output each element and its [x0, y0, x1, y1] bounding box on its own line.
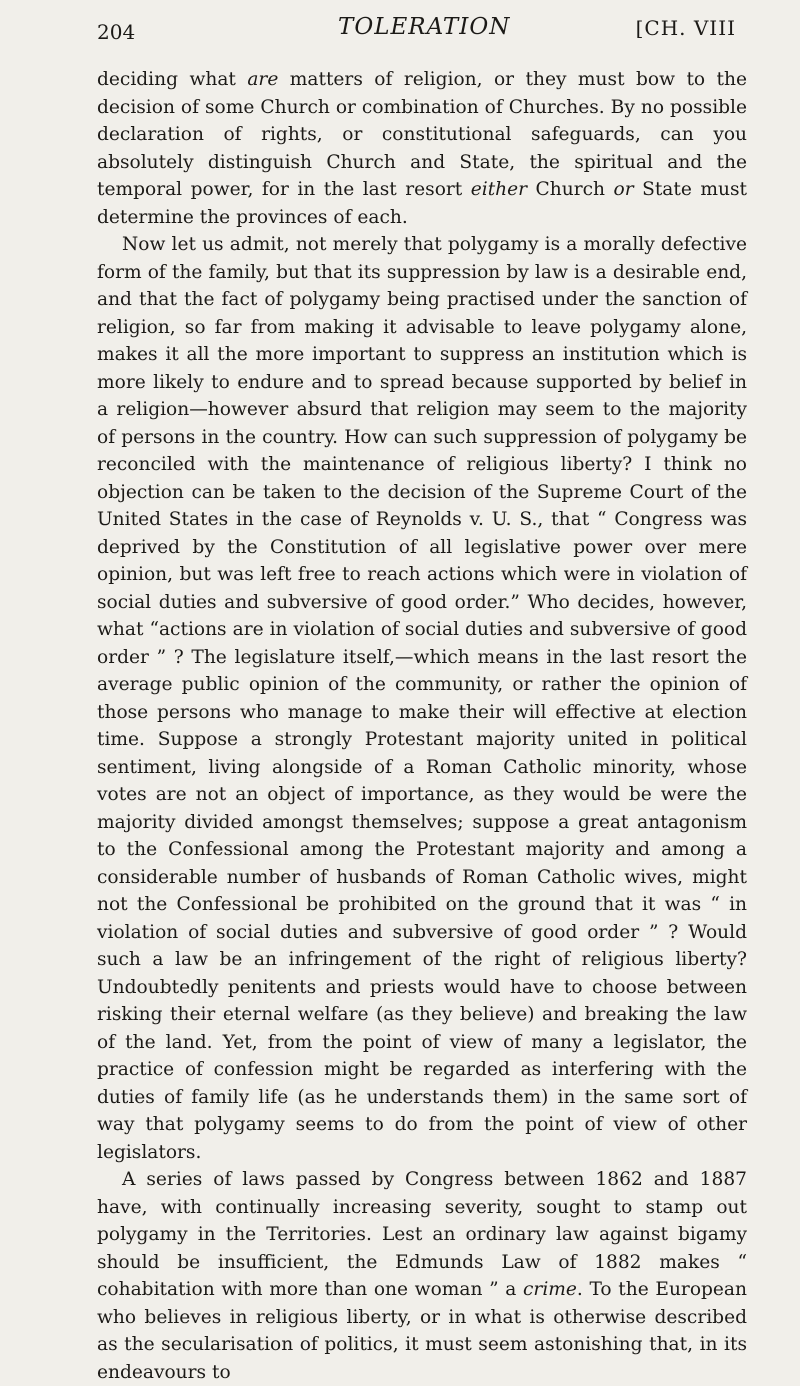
paragraph-continuation: deciding what are matters of religion, or they must bow to the decision of some Church or combination of Churches. By no possible declaration of rights, or constitutional safeguards, can you absolutely distinguish Church and State, the spiritual and the temporal power, for in the last resort either Church or State must determine the provinces of each. [97, 69, 748, 228]
chapter-reference: [CH. VIII [635, 16, 736, 40]
body-text [97, 66, 747, 1386]
paragraph-polygamy: Now let us admit, not merely that polygamy is a morally defective form of the family, but that its suppression by law is a desirable end, and that the fact of polygamy being practised under the sanction of religion, so far from making it advisable to leave polygamy alone, makes it all the more important to suppress an institution which is more likely to endure and to spread because supported by belief in a religion—however absurd that religion may seem to the majority of persons in the country. How can such suppression of polygamy be reconciled with the maintenance of religious liberty? I think no objection can be taken to the decision of the Supreme Court of the United States in the case of Reynolds v. U. S., that “ Congress was deprived by the Constitution of all legislative power over mere opinion, but was left free to reach actions which were in violation of social duties and subversive of good order.” Who decides, however, what “actions are in violation of social duties and subversive of good order ” ? The legislature itself,—which means in the last resort the average public opinion of the community, or rather the opinion of those persons who manage to make their will effective at election time. Suppose a strongly Protestant majority united in political sentiment, living alongside of a Roman Catholic minority, whose votes are not an object of importance, as they would be were the majority divided amongst themselves; suppose a great antagonism to the Confessional among the Protestant majority and among a considerable number of husbands of Roman Catholic wives, might not the Confessional be prohibited on the ground that it was “ in violation of social duties and subversive of good order ” ? Would such a law be an infringement of the right of religious liberty? Undoubtedly penitents and priests would have to choose between risking their eternal welfare (as they believe) and breaking the law of the land. Yet, from the point of view of many a legislator, the practice of confession might be regarded as interfering with the duties of family life (as he understands them) in the same sort of way that polygamy seems to do from the point of view of other legislators. [97, 234, 747, 1163]
paragraph-congress-laws: A series of laws passed by Congress between 1862 and 1887 have, with continually increasing severity, sought to stamp out polygamy in the Territories. Lest an ordinary law against bigamy should be insufficient, the Edmunds Law of 1882 makes “ cohabitation with more than one woman ” a crime. To the European who believes in religious liberty, or in what is otherwise described as the secularisation of politics, it must seem astonishing that, in its endeavours to [97, 1169, 747, 1383]
page-number: 204 [97, 20, 136, 44]
running-title: TOLERATION [338, 14, 511, 40]
running-head [97, 0, 744, 50]
